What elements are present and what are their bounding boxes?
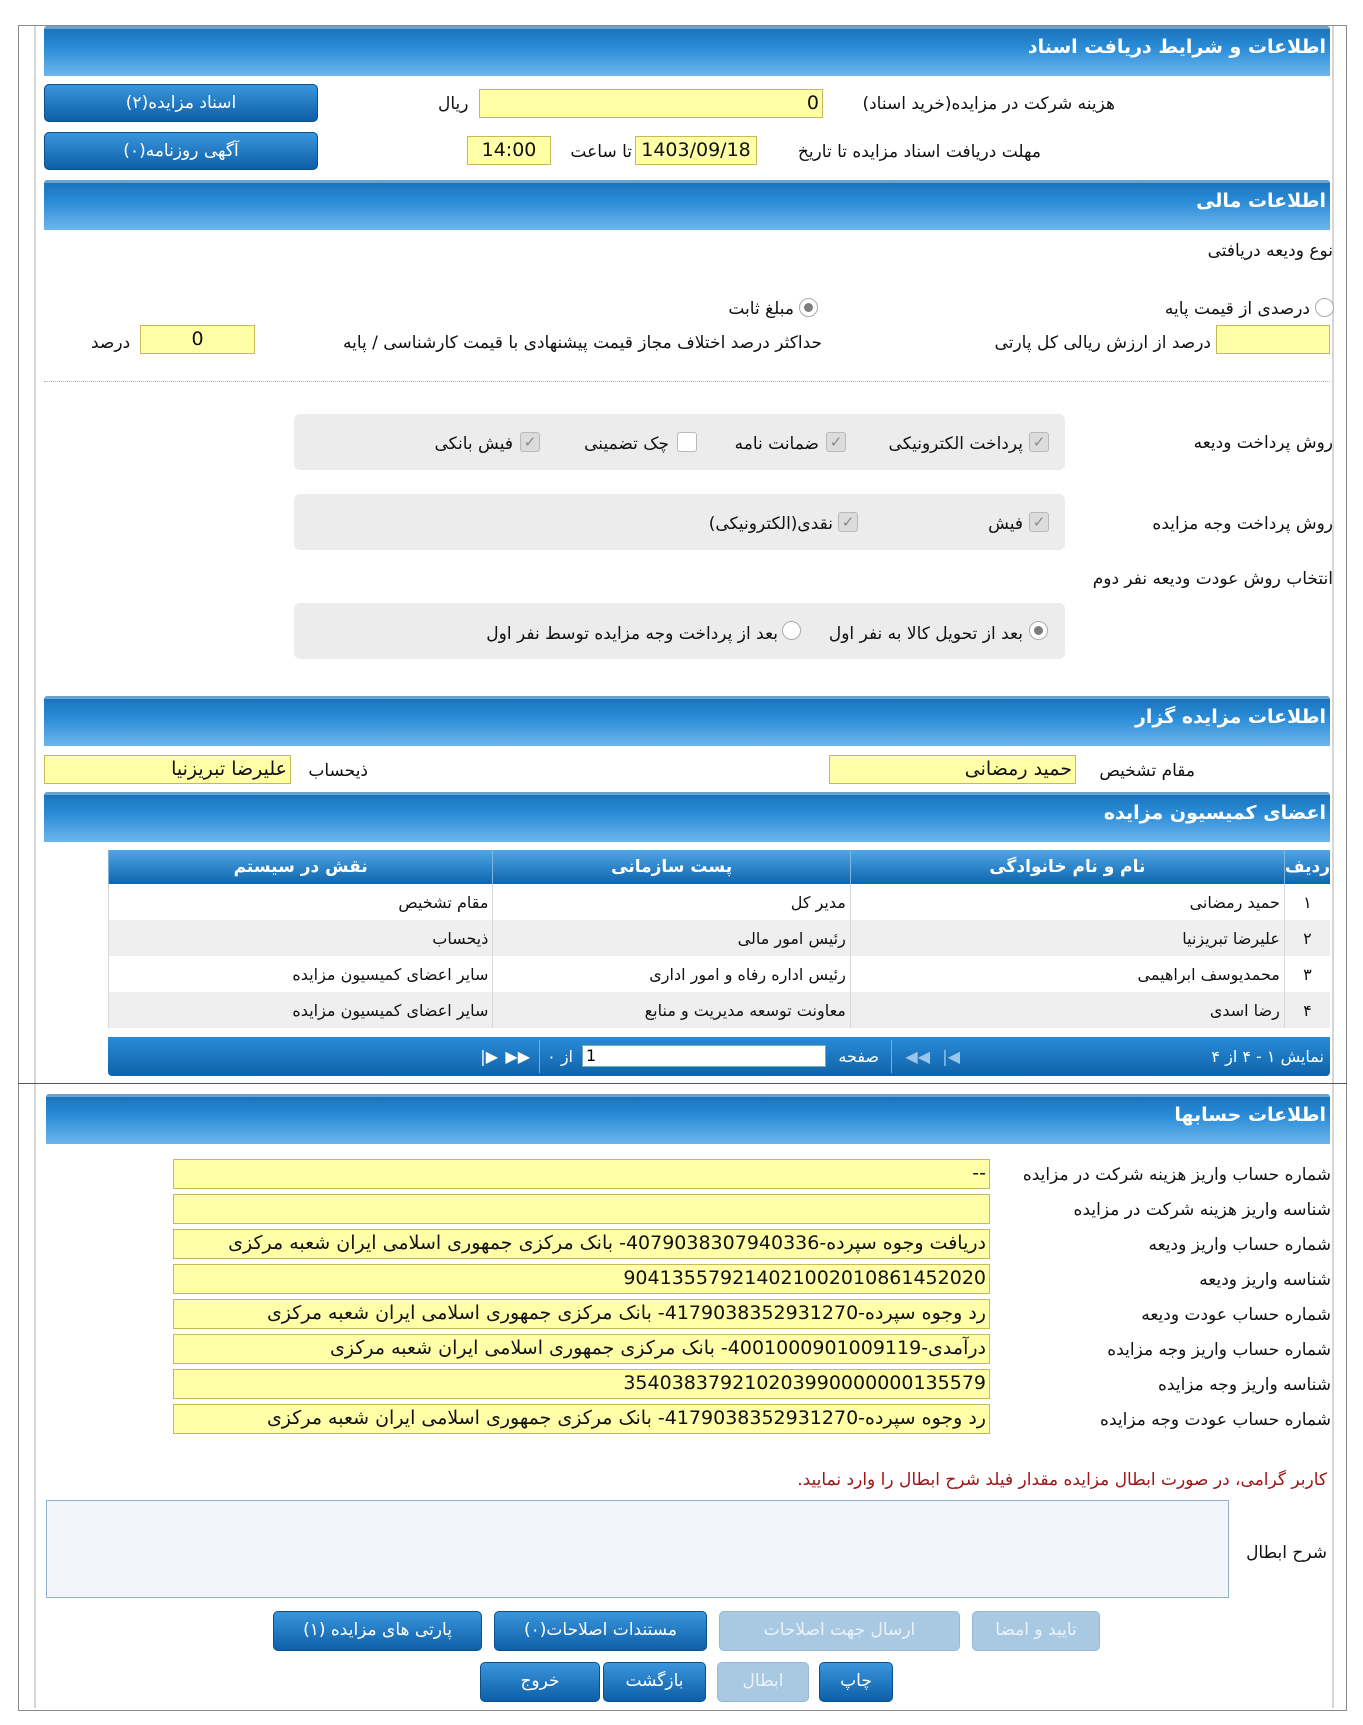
accounts-section-title: اطلاعات حسابها bbox=[1174, 1104, 1326, 1126]
account-value-field[interactable]: 904135579214021002010861452020 bbox=[173, 1264, 990, 1294]
after-payment-radio[interactable] bbox=[782, 621, 801, 640]
member-role: مقام تشخیص bbox=[109, 884, 493, 920]
deposit-methods-label: روش پرداخت ودیعه bbox=[1193, 433, 1333, 453]
max-diff-unit: درصد bbox=[91, 333, 131, 353]
table-header-row bbox=[109, 850, 1331, 884]
account-label: شماره حساب واریز وجه مزایده bbox=[1107, 1340, 1331, 1360]
receipt-payment-label: فیش bbox=[988, 514, 1023, 534]
member-position: رئیس اداره رفاه و امور اداری bbox=[493, 956, 850, 992]
after-payment-label: بعد از پرداخت وجه مزایده توسط نفر اول bbox=[486, 624, 778, 644]
pager-last-icon[interactable]: ◀| bbox=[942, 1047, 960, 1066]
pager-page-input[interactable]: 1 bbox=[582, 1045, 826, 1067]
member-name: علیرضا تبریزنیا bbox=[850, 920, 1284, 956]
member-role: سایر اعضای کمیسیون مزایده bbox=[109, 992, 493, 1028]
percent-of-value-label: درصد از ارزش ریالی کل پارتی bbox=[994, 333, 1211, 353]
table-pager bbox=[108, 1037, 1330, 1076]
fixed-amount-label: مبلغ ثابت bbox=[728, 299, 794, 319]
row-number: ۱ bbox=[1284, 884, 1330, 920]
payment-methods-label: روش پرداخت وجه مزایده bbox=[1152, 514, 1333, 534]
account-value-field[interactable]: رد وجوه سپرده-4179038352931270- بانک مرکزی جمهوری اسلامی ایران شعبه مرکزی bbox=[173, 1404, 990, 1434]
organizer-section-header bbox=[44, 696, 1330, 746]
deposit-type-label: نوع ودیعه دریافتی bbox=[1207, 241, 1333, 261]
pager-total-label: از ۰ bbox=[547, 1047, 573, 1066]
pager-first-icon[interactable]: ▶| bbox=[480, 1047, 498, 1066]
member-position: رئیس امور مالی bbox=[493, 920, 850, 956]
authority-input[interactable]: حمید رمضانی bbox=[829, 755, 1076, 784]
back-button[interactable]: بازگشت bbox=[603, 1662, 706, 1702]
pager-divider bbox=[539, 1040, 540, 1073]
member-position: مدیر کل bbox=[493, 884, 850, 920]
bank-receipt-checkbox[interactable]: ✓ bbox=[520, 432, 540, 452]
auction-documents-button[interactable]: اسناد مزایده(۲) bbox=[44, 84, 318, 122]
pager-page-label: صفحه bbox=[838, 1047, 879, 1066]
table-row[interactable] bbox=[109, 920, 1331, 956]
commission-table bbox=[108, 850, 1330, 1028]
account-label: شناسه واریز هزینه شرکت در مزایده bbox=[1073, 1200, 1331, 1220]
return-method-label: انتخاب روش عودت ودیعه نفر دوم bbox=[1092, 569, 1333, 589]
member-role: ذیحساب bbox=[109, 920, 493, 956]
cancel-reason-textarea[interactable] bbox=[46, 1500, 1229, 1598]
account-label: شماره حساب واریز ودیعه bbox=[1148, 1235, 1331, 1255]
pager-prev-icon[interactable]: ▶▶ bbox=[505, 1047, 530, 1066]
after-delivery-radio[interactable] bbox=[1029, 621, 1048, 640]
correction-documents-button[interactable]: مستندات اصلاحات(۰) bbox=[494, 1611, 707, 1651]
print-button[interactable]: چاپ bbox=[819, 1662, 893, 1702]
financial-divider bbox=[44, 381, 1330, 382]
commission-section-header bbox=[44, 792, 1330, 842]
cash-electronic-label: نقدی(الکترونیکی) bbox=[708, 514, 833, 534]
table-row[interactable] bbox=[109, 956, 1331, 992]
page-break-line bbox=[18, 1083, 1347, 1084]
accounts-section-header bbox=[46, 1094, 1330, 1144]
column-header[interactable]: پست سازمانی bbox=[493, 850, 850, 884]
max-diff-label: حداکثر درصد اختلاف مجاز قیمت پیشنهادی با قیمت کارشناسی / پایه bbox=[343, 333, 822, 353]
account-value-field[interactable]: -- bbox=[173, 1159, 990, 1189]
account-label: شماره حساب واریز هزینه شرکت در مزایده bbox=[1022, 1165, 1331, 1185]
percent-of-base-radio[interactable] bbox=[1315, 298, 1334, 317]
organizer-section-title: اطلاعات مزایده گزار bbox=[1134, 706, 1326, 728]
account-label: شماره حساب عودت وجه مزایده bbox=[1100, 1410, 1331, 1430]
column-header[interactable]: نام و نام خانوادگی bbox=[850, 850, 1284, 884]
deadline-label: مهلت دریافت اسناد مزایده تا تاریخ bbox=[797, 142, 1041, 162]
table-row[interactable] bbox=[109, 884, 1331, 920]
account-label: شناسه واریز ودیعه bbox=[1199, 1270, 1331, 1290]
member-role: سایر اعضای کمیسیون مزایده bbox=[109, 956, 493, 992]
row-number: ۲ bbox=[1284, 920, 1330, 956]
cash-electronic-checkbox[interactable]: ✓ bbox=[838, 512, 858, 532]
exit-button[interactable]: خروج bbox=[480, 1662, 600, 1702]
pager-next-icon[interactable]: ◀◀ bbox=[905, 1047, 930, 1066]
financial-section-title: اطلاعات مالی bbox=[1196, 190, 1326, 212]
row-number: ۴ bbox=[1284, 992, 1330, 1028]
pager-summary: نمایش ۱ - ۴ از ۴ bbox=[1211, 1047, 1324, 1066]
time-label: تا ساعت bbox=[570, 142, 632, 162]
account-value-field[interactable] bbox=[173, 1194, 990, 1224]
receipt-payment-checkbox[interactable]: ✓ bbox=[1029, 512, 1049, 532]
cancel-warning-text: کاربر گرامی، در صورت ابطال مزایده مقدار فیلد شرح ابطال را وارد نمایید. bbox=[797, 1470, 1327, 1490]
max-diff-input[interactable]: 0 bbox=[140, 325, 255, 354]
financial-section-header bbox=[44, 180, 1330, 230]
member-name: محمدیوسف ابراهیمی bbox=[850, 956, 1284, 992]
fixed-amount-radio[interactable] bbox=[799, 298, 818, 317]
bank-receipt-label: فیش بانکی bbox=[434, 434, 513, 454]
account-label: شماره حساب عودت ودیعه bbox=[1141, 1305, 1331, 1325]
newspaper-ads-button[interactable]: آگهی روزنامه(۰) bbox=[44, 132, 318, 170]
auction-parties-button[interactable]: پارتی های مزایده (۱) bbox=[273, 1611, 482, 1651]
account-value-field[interactable]: دریافت وجوه سپرده-4079038307940336- بانک مرکزی جمهوری اسلامی ایران شعبه مرکزی bbox=[173, 1229, 990, 1259]
account-label: شناسه واریز وجه مزایده bbox=[1158, 1375, 1331, 1395]
pager-divider bbox=[891, 1040, 892, 1073]
doc-section-title: اطلاعات و شرایط دریافت اسناد bbox=[1027, 36, 1326, 58]
authority-label: مقام تشخیص bbox=[1099, 761, 1195, 781]
account-value-field[interactable]: درآمدی-4001000901009119- بانک مرکزی جمهوری اسلامی ایران شعبه مرکزی bbox=[173, 1334, 990, 1364]
column-header[interactable]: نقش در سیستم bbox=[109, 850, 493, 884]
member-name: رضا اسدی bbox=[850, 992, 1284, 1028]
accountant-input[interactable]: علیرضا تبریزنیا bbox=[44, 755, 291, 784]
electronic-payment-label: پرداخت الکترونیکی bbox=[888, 434, 1023, 454]
guarantee-letter-checkbox[interactable]: ✓ bbox=[826, 432, 846, 452]
guarantee-letter-label: ضمانت نامه bbox=[734, 434, 819, 454]
send-corrections-button[interactable]: ارسال جهت اصلاحات bbox=[719, 1611, 960, 1651]
certified-check-checkbox[interactable] bbox=[677, 432, 697, 452]
table-row[interactable] bbox=[109, 992, 1331, 1028]
after-delivery-label: بعد از تحویل کالا به نفر اول bbox=[828, 624, 1023, 644]
fee-unit: ریال bbox=[438, 94, 469, 114]
payment-methods-box bbox=[294, 494, 1065, 550]
commission-section-title: اعضای کمیسیون مزایده bbox=[1103, 802, 1326, 824]
percent-of-base-label: درصدی از قیمت پایه bbox=[1164, 299, 1310, 319]
row-number: ۳ bbox=[1284, 956, 1330, 992]
fee-input[interactable]: 0 bbox=[479, 89, 823, 118]
accountant-label: ذیحساب bbox=[308, 761, 368, 781]
electronic-payment-checkbox[interactable]: ✓ bbox=[1029, 432, 1049, 452]
doc-section-header bbox=[44, 26, 1330, 76]
account-value-field[interactable]: رد وجوه سپرده-4179038352931270- بانک مرکزی جمهوری اسلامی ایران شعبه مرکزی bbox=[173, 1299, 990, 1329]
certified-check-label: چک تضمینی bbox=[584, 434, 669, 454]
account-value-field[interactable]: 354038379210203990000000135579 bbox=[173, 1369, 990, 1399]
member-name: حمید رمضانی bbox=[850, 884, 1284, 920]
cancel-auction-button[interactable]: ابطال bbox=[717, 1662, 809, 1702]
cancel-reason-label: شرح ابطال bbox=[1246, 1543, 1327, 1563]
deadline-time-input[interactable]: 14:00 bbox=[467, 136, 551, 165]
fee-label: هزینه شرکت در مزایده(خرید اسناد) bbox=[862, 94, 1115, 114]
deadline-date-input[interactable]: 1403/09/18 bbox=[635, 136, 757, 165]
confirm-sign-button[interactable]: تایید و امضا bbox=[972, 1611, 1100, 1651]
percent-of-value-input[interactable] bbox=[1216, 325, 1330, 354]
column-header[interactable]: ردیف bbox=[1284, 850, 1330, 884]
member-position: معاونت توسعه مدیریت و منابع bbox=[493, 992, 850, 1028]
